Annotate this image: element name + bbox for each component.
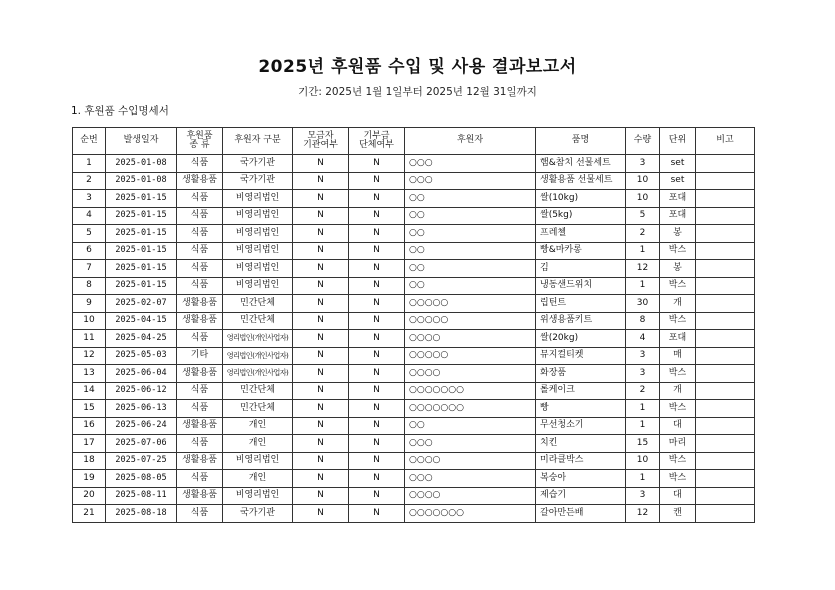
cell-donor-name: ○○○○ <box>405 487 536 505</box>
header-col-date: 발생일자 <box>106 128 177 155</box>
cell-remarks <box>696 277 755 295</box>
cell-quantity: 12 <box>626 260 660 278</box>
cell-remarks <box>696 312 755 330</box>
cell-date: 2025-01-15 <box>106 260 177 278</box>
cell-item-name: 빵 <box>536 400 626 418</box>
cell-donation-org-flag: N <box>349 225 405 243</box>
cell-donation-org-flag: N <box>349 435 405 453</box>
table-header-row <box>73 128 755 155</box>
cell-item-name: 치킨 <box>536 435 626 453</box>
cell-remarks <box>696 347 755 365</box>
cell-item-name: 쌀(5kg) <box>536 207 626 225</box>
cell-date: 2025-01-15 <box>106 225 177 243</box>
header-col-item-name: 품명 <box>536 128 626 155</box>
cell-unit: 캔 <box>660 505 696 523</box>
cell-row-number: 4 <box>73 207 106 225</box>
cell-donor-type: 비영리법인 <box>223 452 293 470</box>
cell-remarks <box>696 382 755 400</box>
cell-donor-name: ○○○○○○○ <box>405 400 536 418</box>
cell-date: 2025-04-15 <box>106 312 177 330</box>
cell-item-name: 미라클박스 <box>536 452 626 470</box>
cell-donor-type: 국가기관 <box>223 155 293 173</box>
cell-date: 2025-06-12 <box>106 382 177 400</box>
cell-quantity: 1 <box>626 470 660 488</box>
cell-unit: 개 <box>660 295 696 313</box>
cell-donation-org-flag: N <box>349 347 405 365</box>
cell-donation-org-flag: N <box>349 505 405 523</box>
cell-fundraising-flag: N <box>293 242 349 260</box>
cell-date: 2025-01-15 <box>106 207 177 225</box>
cell-quantity: 15 <box>626 435 660 453</box>
cell-donor-name: ○○ <box>405 417 536 435</box>
cell-fundraising-flag: N <box>293 260 349 278</box>
cell-category: 생활용품 <box>177 452 223 470</box>
cell-item-name: 무선청소기 <box>536 417 626 435</box>
cell-donation-org-flag: N <box>349 260 405 278</box>
table-row <box>73 435 755 453</box>
header-col-quantity: 수량 <box>626 128 660 155</box>
cell-item-name: 쌀(10kg) <box>536 190 626 208</box>
cell-category: 기타 <box>177 347 223 365</box>
section-heading: 1. 후원품 수입명세서 <box>71 105 169 117</box>
cell-remarks <box>696 172 755 190</box>
cell-fundraising-flag: N <box>293 417 349 435</box>
cell-fundraising-flag: N <box>293 487 349 505</box>
cell-item-name: 빵&마카롱 <box>536 242 626 260</box>
cell-quantity: 1 <box>626 417 660 435</box>
cell-unit: 봉 <box>660 260 696 278</box>
cell-donor-type: 비영리법인 <box>223 260 293 278</box>
cell-category: 생활용품 <box>177 312 223 330</box>
cell-remarks <box>696 400 755 418</box>
cell-item-name: 화장품 <box>536 365 626 383</box>
header-col-fundraising: 모금자 기관여부 <box>293 128 349 155</box>
cell-donor-name: ○○○○○ <box>405 295 536 313</box>
cell-date: 2025-02-07 <box>106 295 177 313</box>
cell-row-number: 14 <box>73 382 106 400</box>
cell-category: 생활용품 <box>177 295 223 313</box>
cell-donor-name: ○○○○○ <box>405 312 536 330</box>
table-row <box>73 452 755 470</box>
cell-item-name: 프레첼 <box>536 225 626 243</box>
cell-row-number: 2 <box>73 172 106 190</box>
cell-donor-name: ○○ <box>405 242 536 260</box>
cell-date: 2025-08-11 <box>106 487 177 505</box>
cell-fundraising-flag: N <box>293 312 349 330</box>
cell-fundraising-flag: N <box>293 225 349 243</box>
cell-unit: 박스 <box>660 400 696 418</box>
cell-quantity: 10 <box>626 190 660 208</box>
cell-row-number: 9 <box>73 295 106 313</box>
cell-quantity: 2 <box>626 225 660 243</box>
cell-row-number: 1 <box>73 155 106 173</box>
cell-fundraising-flag: N <box>293 190 349 208</box>
cell-unit: 대 <box>660 487 696 505</box>
cell-remarks <box>696 365 755 383</box>
cell-donor-name: ○○○○○○○ <box>405 505 536 523</box>
cell-donation-org-flag: N <box>349 400 405 418</box>
cell-remarks <box>696 417 755 435</box>
cell-donation-org-flag: N <box>349 190 405 208</box>
table-row <box>73 347 755 365</box>
header-col-no: 순번 <box>73 128 106 155</box>
cell-fundraising-flag: N <box>293 505 349 523</box>
cell-item-name: 쌀(20kg) <box>536 330 626 348</box>
cell-donor-type: 국가기관 <box>223 505 293 523</box>
cell-category: 생활용품 <box>177 365 223 383</box>
cell-date: 2025-01-08 <box>106 155 177 173</box>
cell-category: 식품 <box>177 260 223 278</box>
report-period: 기간: 2025년 1월 1일부터 2025년 12월 31일까지 <box>298 86 537 98</box>
cell-unit: 매 <box>660 347 696 365</box>
cell-donation-org-flag: N <box>349 172 405 190</box>
cell-item-name: 햄&참치 선물세트 <box>536 155 626 173</box>
cell-category: 식품 <box>177 330 223 348</box>
cell-quantity: 5 <box>626 207 660 225</box>
table-row <box>73 172 755 190</box>
header-col-donor: 후원자 <box>405 128 536 155</box>
cell-date: 2025-08-05 <box>106 470 177 488</box>
cell-donor-type: 개인 <box>223 435 293 453</box>
cell-date: 2025-06-13 <box>106 400 177 418</box>
cell-unit: 박스 <box>660 470 696 488</box>
cell-donation-org-flag: N <box>349 295 405 313</box>
cell-quantity: 3 <box>626 365 660 383</box>
cell-unit: 박스 <box>660 452 696 470</box>
cell-row-number: 17 <box>73 435 106 453</box>
cell-donor-name: ○○ <box>405 225 536 243</box>
cell-donor-type: 비영리법인 <box>223 242 293 260</box>
cell-category: 식품 <box>177 470 223 488</box>
table-row <box>73 242 755 260</box>
cell-category: 식품 <box>177 225 223 243</box>
cell-donation-org-flag: N <box>349 312 405 330</box>
cell-row-number: 15 <box>73 400 106 418</box>
cell-quantity: 30 <box>626 295 660 313</box>
cell-donor-name: ○○○ <box>405 470 536 488</box>
header-col-donation-org: 기부금 단체여부 <box>349 128 405 155</box>
cell-row-number: 5 <box>73 225 106 243</box>
cell-donor-type: 비영리법인 <box>223 225 293 243</box>
cell-donor-type: 영리법인(개인사업자) <box>223 347 293 365</box>
table-row <box>73 295 755 313</box>
cell-row-number: 13 <box>73 365 106 383</box>
cell-date: 2025-05-03 <box>106 347 177 365</box>
cell-row-number: 16 <box>73 417 106 435</box>
cell-fundraising-flag: N <box>293 330 349 348</box>
cell-unit: 포대 <box>660 330 696 348</box>
cell-fundraising-flag: N <box>293 470 349 488</box>
cell-item-name: 복숭아 <box>536 470 626 488</box>
cell-donor-type: 민간단체 <box>223 400 293 418</box>
cell-quantity: 3 <box>626 347 660 365</box>
cell-donor-name: ○○ <box>405 277 536 295</box>
cell-unit: 대 <box>660 417 696 435</box>
cell-donor-name: ○○○ <box>405 155 536 173</box>
cell-row-number: 11 <box>73 330 106 348</box>
cell-unit: 포대 <box>660 190 696 208</box>
cell-category: 식품 <box>177 155 223 173</box>
cell-category: 식품 <box>177 435 223 453</box>
cell-donor-name: ○○○○○ <box>405 347 536 365</box>
cell-item-name: 롤케이크 <box>536 382 626 400</box>
cell-unit: 박스 <box>660 277 696 295</box>
header-col-donor-type: 후원자 구분 <box>223 128 293 155</box>
cell-category: 식품 <box>177 382 223 400</box>
table-row <box>73 155 755 173</box>
cell-category: 생활용품 <box>177 487 223 505</box>
cell-fundraising-flag: N <box>293 452 349 470</box>
cell-row-number: 12 <box>73 347 106 365</box>
cell-date: 2025-01-15 <box>106 277 177 295</box>
table-row <box>73 260 755 278</box>
cell-remarks <box>696 295 755 313</box>
table-row <box>73 382 755 400</box>
cell-donor-type: 개인 <box>223 470 293 488</box>
cell-remarks <box>696 155 755 173</box>
cell-category: 식품 <box>177 277 223 295</box>
cell-quantity: 10 <box>626 172 660 190</box>
table-row <box>73 505 755 523</box>
cell-donation-org-flag: N <box>349 382 405 400</box>
cell-remarks <box>696 190 755 208</box>
cell-donor-type: 개인 <box>223 417 293 435</box>
cell-category: 생활용품 <box>177 417 223 435</box>
cell-date: 2025-08-18 <box>106 505 177 523</box>
cell-donor-type: 영리법인(개인사업자) <box>223 330 293 348</box>
cell-category: 식품 <box>177 190 223 208</box>
cell-quantity: 10 <box>626 452 660 470</box>
cell-fundraising-flag: N <box>293 347 349 365</box>
cell-fundraising-flag: N <box>293 155 349 173</box>
cell-row-number: 3 <box>73 190 106 208</box>
cell-fundraising-flag: N <box>293 277 349 295</box>
table-row <box>73 225 755 243</box>
cell-donor-type: 영리법인(개인사업자) <box>223 365 293 383</box>
cell-remarks <box>696 470 755 488</box>
cell-item-name: 냉동샌드위치 <box>536 277 626 295</box>
table-row <box>73 470 755 488</box>
donation-income-table <box>72 127 755 523</box>
cell-remarks <box>696 242 755 260</box>
cell-remarks <box>696 452 755 470</box>
cell-donor-type: 비영리법인 <box>223 277 293 295</box>
cell-donor-name: ○○○ <box>405 172 536 190</box>
cell-category: 식품 <box>177 207 223 225</box>
table-row <box>73 207 755 225</box>
cell-quantity: 3 <box>626 155 660 173</box>
cell-date: 2025-01-15 <box>106 190 177 208</box>
cell-quantity: 12 <box>626 505 660 523</box>
cell-donation-org-flag: N <box>349 487 405 505</box>
cell-quantity: 2 <box>626 382 660 400</box>
cell-unit: 마리 <box>660 435 696 453</box>
cell-unit: 포대 <box>660 207 696 225</box>
cell-date: 2025-06-04 <box>106 365 177 383</box>
cell-unit: set <box>660 172 696 190</box>
cell-donor-name: ○○ <box>405 207 536 225</box>
cell-item-name: 김 <box>536 260 626 278</box>
cell-quantity: 8 <box>626 312 660 330</box>
cell-donor-name: ○○○ <box>405 435 536 453</box>
cell-item-name: 생활용품 선물세트 <box>536 172 626 190</box>
cell-row-number: 20 <box>73 487 106 505</box>
cell-remarks <box>696 435 755 453</box>
cell-donor-type: 민간단체 <box>223 382 293 400</box>
cell-fundraising-flag: N <box>293 207 349 225</box>
cell-remarks <box>696 225 755 243</box>
cell-donor-type: 비영리법인 <box>223 207 293 225</box>
cell-date: 2025-01-08 <box>106 172 177 190</box>
table-row <box>73 330 755 348</box>
cell-donation-org-flag: N <box>349 470 405 488</box>
document-title: 2025년 후원품 수입 및 사용 결과보고서 <box>258 57 577 77</box>
cell-row-number: 10 <box>73 312 106 330</box>
cell-donor-name: ○○○○ <box>405 330 536 348</box>
cell-donor-name: ○○○○ <box>405 452 536 470</box>
cell-remarks <box>696 487 755 505</box>
cell-unit: 박스 <box>660 312 696 330</box>
cell-unit: 개 <box>660 382 696 400</box>
cell-item-name: 갈아만든배 <box>536 505 626 523</box>
cell-remarks <box>696 330 755 348</box>
cell-donor-name: ○○ <box>405 190 536 208</box>
cell-quantity: 1 <box>626 277 660 295</box>
table-row <box>73 190 755 208</box>
cell-row-number: 18 <box>73 452 106 470</box>
cell-fundraising-flag: N <box>293 435 349 453</box>
table-row <box>73 312 755 330</box>
header-col-remarks: 비고 <box>696 128 755 155</box>
cell-donor-type: 비영리법인 <box>223 487 293 505</box>
cell-donation-org-flag: N <box>349 365 405 383</box>
header-col-unit: 단위 <box>660 128 696 155</box>
cell-row-number: 7 <box>73 260 106 278</box>
cell-category: 생활용품 <box>177 172 223 190</box>
cell-category: 식품 <box>177 505 223 523</box>
cell-date: 2025-07-06 <box>106 435 177 453</box>
cell-remarks <box>696 207 755 225</box>
cell-unit: 박스 <box>660 242 696 260</box>
cell-donor-type: 비영리법인 <box>223 190 293 208</box>
cell-item-name: 위생용품키트 <box>536 312 626 330</box>
cell-date: 2025-06-24 <box>106 417 177 435</box>
table-row <box>73 365 755 383</box>
table-row <box>73 487 755 505</box>
cell-row-number: 6 <box>73 242 106 260</box>
cell-donor-type: 국가기관 <box>223 172 293 190</box>
cell-date: 2025-01-15 <box>106 242 177 260</box>
cell-item-name: 립틴트 <box>536 295 626 313</box>
cell-item-name: 뮤지컬티켓 <box>536 347 626 365</box>
cell-unit: set <box>660 155 696 173</box>
cell-donor-name: ○○ <box>405 260 536 278</box>
cell-donation-org-flag: N <box>349 417 405 435</box>
cell-donation-org-flag: N <box>349 207 405 225</box>
cell-donation-org-flag: N <box>349 242 405 260</box>
cell-fundraising-flag: N <box>293 382 349 400</box>
table-body <box>73 155 755 523</box>
cell-category: 식품 <box>177 400 223 418</box>
cell-unit: 박스 <box>660 365 696 383</box>
cell-quantity: 1 <box>626 242 660 260</box>
cell-donor-name: ○○○○○○○ <box>405 382 536 400</box>
cell-date: 2025-07-25 <box>106 452 177 470</box>
table-row <box>73 277 755 295</box>
cell-donation-org-flag: N <box>349 277 405 295</box>
table-row <box>73 400 755 418</box>
cell-fundraising-flag: N <box>293 400 349 418</box>
cell-remarks <box>696 260 755 278</box>
cell-row-number: 19 <box>73 470 106 488</box>
cell-donation-org-flag: N <box>349 452 405 470</box>
cell-fundraising-flag: N <box>293 295 349 313</box>
cell-quantity: 4 <box>626 330 660 348</box>
cell-quantity: 1 <box>626 400 660 418</box>
header-col-category: 후원품 종 류 <box>177 128 223 155</box>
cell-donation-org-flag: N <box>349 155 405 173</box>
cell-fundraising-flag: N <box>293 365 349 383</box>
cell-quantity: 3 <box>626 487 660 505</box>
cell-donation-org-flag: N <box>349 330 405 348</box>
cell-item-name: 제습기 <box>536 487 626 505</box>
table-row <box>73 417 755 435</box>
cell-donor-type: 민간단체 <box>223 295 293 313</box>
cell-row-number: 21 <box>73 505 106 523</box>
cell-row-number: 8 <box>73 277 106 295</box>
cell-category: 식품 <box>177 242 223 260</box>
cell-donor-type: 민간단체 <box>223 312 293 330</box>
cell-donor-name: ○○○○ <box>405 365 536 383</box>
cell-remarks <box>696 505 755 523</box>
cell-unit: 봉 <box>660 225 696 243</box>
cell-fundraising-flag: N <box>293 172 349 190</box>
cell-date: 2025-04-25 <box>106 330 177 348</box>
